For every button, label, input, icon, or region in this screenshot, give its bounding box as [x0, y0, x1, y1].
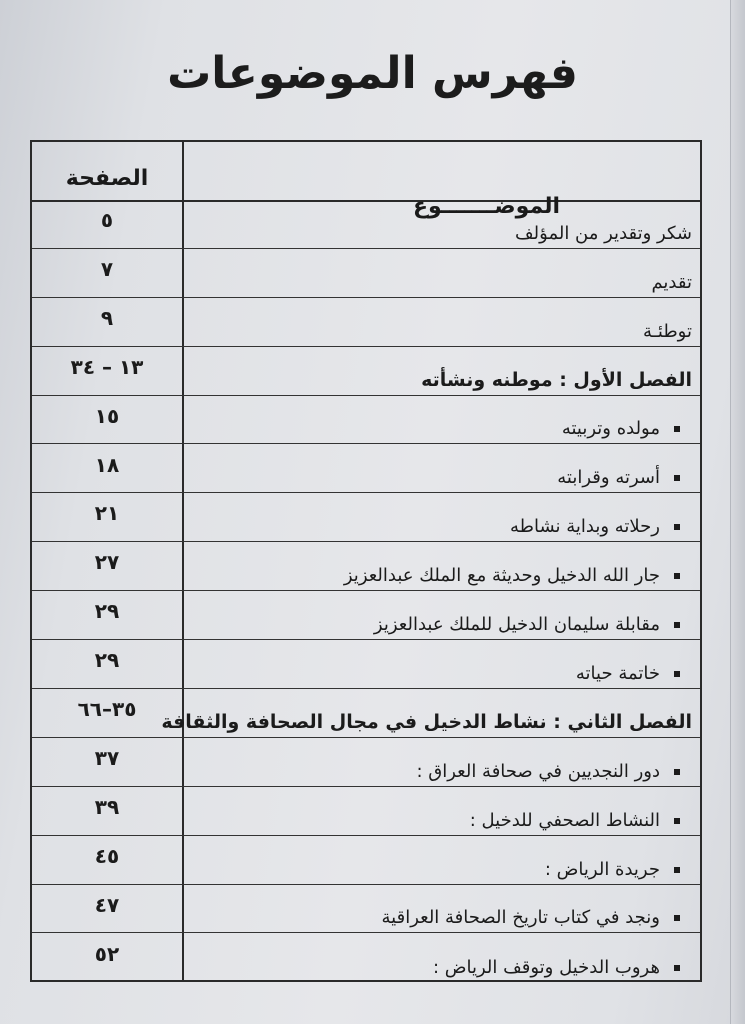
toc-table [30, 140, 702, 982]
topic-entry [515, 223, 692, 244]
chapter-title [421, 369, 692, 391]
topic-text: تقديم [651, 271, 692, 293]
square-bullet-icon [674, 475, 680, 481]
toc-row [32, 836, 700, 885]
topic-text: جريدة الرياض : [544, 858, 660, 880]
page-number: ٣٧ [94, 745, 120, 770]
page-number: ٤٧ [94, 892, 120, 917]
toc-row [32, 347, 700, 396]
topic-entry [651, 272, 692, 293]
topic-text: مولده وتربيته [561, 418, 660, 440]
page-number: ٣٩ [94, 794, 120, 819]
page-number: ٢٩ [94, 648, 120, 673]
square-bullet-icon [674, 867, 680, 873]
page-number: ٢٩ [94, 599, 120, 624]
page-number: ١٣ – ٣٤ [70, 354, 144, 379]
toc-row [32, 591, 700, 640]
topic-text: أسرته وقرابته [557, 467, 660, 489]
square-bullet-icon [674, 915, 680, 921]
toc-row [32, 934, 700, 983]
toc-row [32, 249, 700, 298]
topic-text: توطئـة [643, 320, 692, 342]
topic-entry [557, 467, 680, 488]
topic-text: خاتمة حياته [575, 662, 660, 684]
square-bullet-icon [674, 965, 680, 971]
page-number: ٤٥ [94, 843, 120, 868]
toc-row [32, 298, 700, 347]
toc-row [32, 885, 700, 934]
topic-text: رحلاته وبداية نشاطه [509, 516, 660, 538]
topic-text: مقابلة سليمان الدخيل للملك عبدالعزيز [373, 614, 660, 636]
topic-text: جار الله الدخيل وحديثة مع الملك عبدالعزيز [343, 565, 660, 587]
page-number: ٢١ [94, 501, 120, 526]
topic-entry [576, 663, 680, 684]
page-number: ٥ [100, 208, 114, 232]
square-bullet-icon [674, 769, 680, 775]
toc-row [32, 396, 700, 445]
topic-text: الفصل الثاني : نشاط الدخيل في مجال الصحافة والثقافة [161, 710, 692, 733]
topic-column-header: الموضـــــــوع [412, 194, 560, 219]
square-bullet-icon [674, 573, 680, 579]
page-number: ١٨ [94, 452, 120, 477]
page-title: فهرس الموضوعات [167, 48, 578, 99]
topic-entry [510, 516, 680, 537]
page-edge [730, 0, 745, 1024]
page-column-header: الصفحة [65, 166, 149, 191]
toc-row [32, 787, 700, 836]
topic-entry [470, 810, 680, 831]
toc-header-row [32, 142, 700, 219]
toc-row [32, 445, 700, 494]
topic-entry [545, 859, 680, 880]
topic-text: هروب الدخيل وتوقف الرياض : [432, 957, 660, 979]
page-number: ١٥ [94, 403, 120, 428]
topic-entry [416, 761, 680, 782]
toc-row [32, 738, 700, 787]
page-number: ٩ [100, 305, 114, 330]
topic-text: النشاط الصحفي للدخيل : [469, 809, 660, 831]
square-bullet-icon [674, 818, 680, 824]
topic-text: دور النجديين في صحافة العراق : [416, 760, 660, 782]
topic-text: شكر وتقدير من المؤلف [515, 222, 692, 244]
topic-entry [382, 907, 680, 928]
topic-entry [344, 565, 680, 586]
page-number: ٧ [100, 256, 114, 281]
square-bullet-icon [674, 426, 680, 432]
square-bullet-icon [674, 622, 680, 628]
square-bullet-icon [674, 524, 680, 530]
topic-entry [374, 614, 680, 635]
chapter-title [161, 711, 692, 733]
page-number: ٥٢ [94, 941, 120, 966]
page-number: ٣٥–٦٦ [77, 697, 137, 721]
topic-entry [433, 957, 680, 978]
topic-entry [562, 418, 680, 439]
page-number: ٢٧ [94, 550, 120, 575]
topic-entry [643, 321, 692, 342]
toc-row [32, 493, 700, 542]
topic-text: ونجد في كتاب تاريخ الصحافة العراقية [381, 907, 660, 929]
topic-text: الفصل الأول : موطنه ونشأته [421, 368, 692, 391]
toc-row [32, 200, 700, 249]
toc-row [32, 542, 700, 591]
toc-row [32, 689, 700, 738]
square-bullet-icon [674, 671, 680, 677]
toc-row [32, 640, 700, 689]
